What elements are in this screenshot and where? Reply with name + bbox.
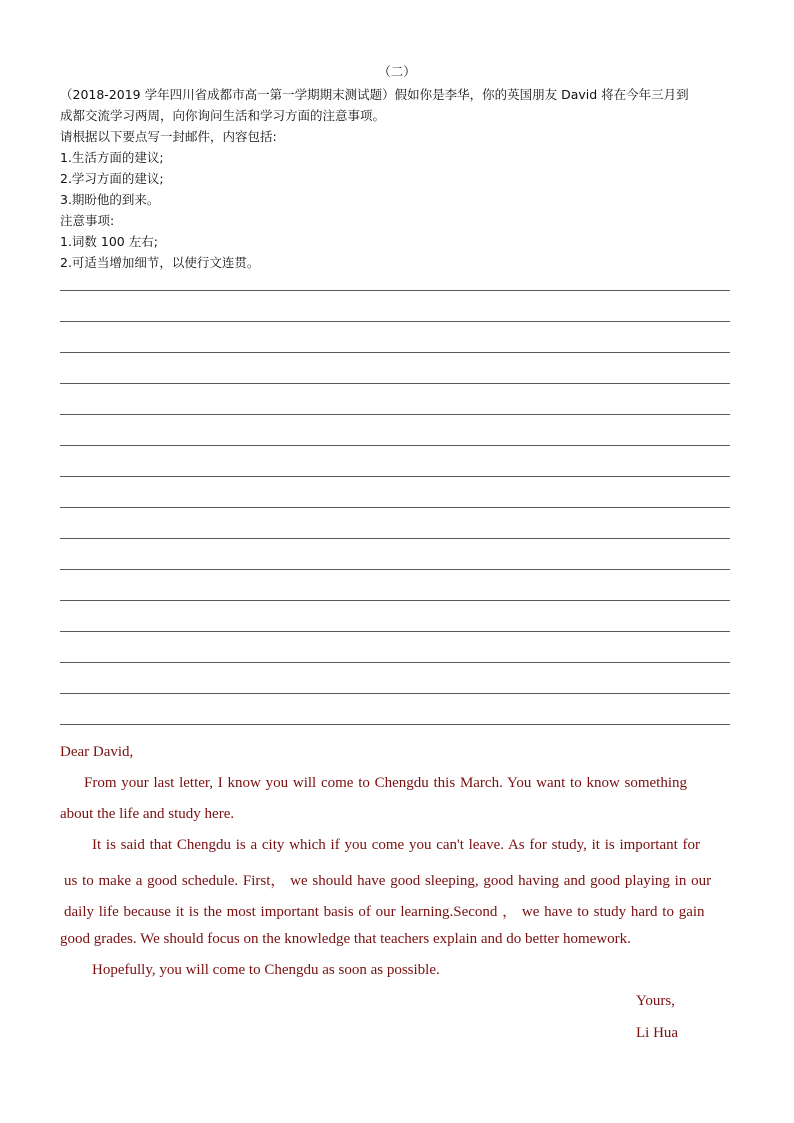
requirement-item: 2.学习方面的建议; — [60, 171, 164, 186]
requirement-item: 1.生活方面的建议; — [60, 150, 164, 165]
letter-signature: Li Hua — [636, 1025, 679, 1041]
writing-line — [60, 631, 730, 632]
letter-closing: Yours, — [636, 993, 675, 1009]
question-intro-line-2: 成都交流学习两周，向你询问生活和学习方面的注意事项。 — [60, 108, 386, 123]
writing-line — [60, 569, 730, 570]
writing-line — [60, 693, 730, 694]
answer-writing-lines — [60, 290, 730, 730]
letter-paragraph-2-line: It is said that Chengdu is a city which if you come you can't leave. As for study, it is important for — [92, 837, 701, 853]
letter-paragraph-1-line: From your last letter, I know you will come to Chengdu this March. You want to know something — [84, 775, 688, 791]
question-intro-line-1: （2018-2019 学年四川省成都市高一第一学期期末测试题）假如你是李华，你的英国朋友 David 将在今年三月到 — [60, 87, 689, 102]
requirement-item: 3.期盼他的到来。 — [60, 192, 160, 207]
note-item: 1.词数 100 左右; — [60, 234, 158, 249]
writing-line — [60, 600, 730, 601]
notes-heading: 注意事项: — [60, 213, 115, 228]
letter-paragraph-1-line: about the life and study here. — [60, 806, 235, 822]
section-title: （二） — [378, 64, 416, 79]
question-instruction: 请根据以下要点写一封邮件，内容包括: — [60, 129, 277, 144]
letter-greeting: Dear David, — [60, 744, 134, 760]
letter-paragraph-2-line: us to make a good schedule. First， we should have good sleeping, good having and good playing in our — [64, 873, 712, 889]
writing-line — [60, 290, 730, 291]
writing-line — [60, 538, 730, 539]
writing-line — [60, 662, 730, 663]
writing-line — [60, 321, 730, 322]
writing-line — [60, 352, 730, 353]
letter-paragraph-2-line: daily life because it is the most important basis of our learning.Second ， we have to study hard to gain — [64, 904, 705, 920]
note-item: 2.可适当增加细节，以使行文连贯。 — [60, 255, 260, 270]
writing-line — [60, 383, 730, 384]
writing-line — [60, 445, 730, 446]
writing-line — [60, 414, 730, 415]
letter-paragraph-2-line: good grades. We should focus on the knowledge that teachers explain and do better homework. — [60, 931, 631, 947]
writing-line — [60, 724, 730, 725]
writing-line — [60, 507, 730, 508]
letter-paragraph-3: Hopefully, you will come to Chengdu as soon as possible. — [92, 962, 440, 978]
writing-line — [60, 476, 730, 477]
